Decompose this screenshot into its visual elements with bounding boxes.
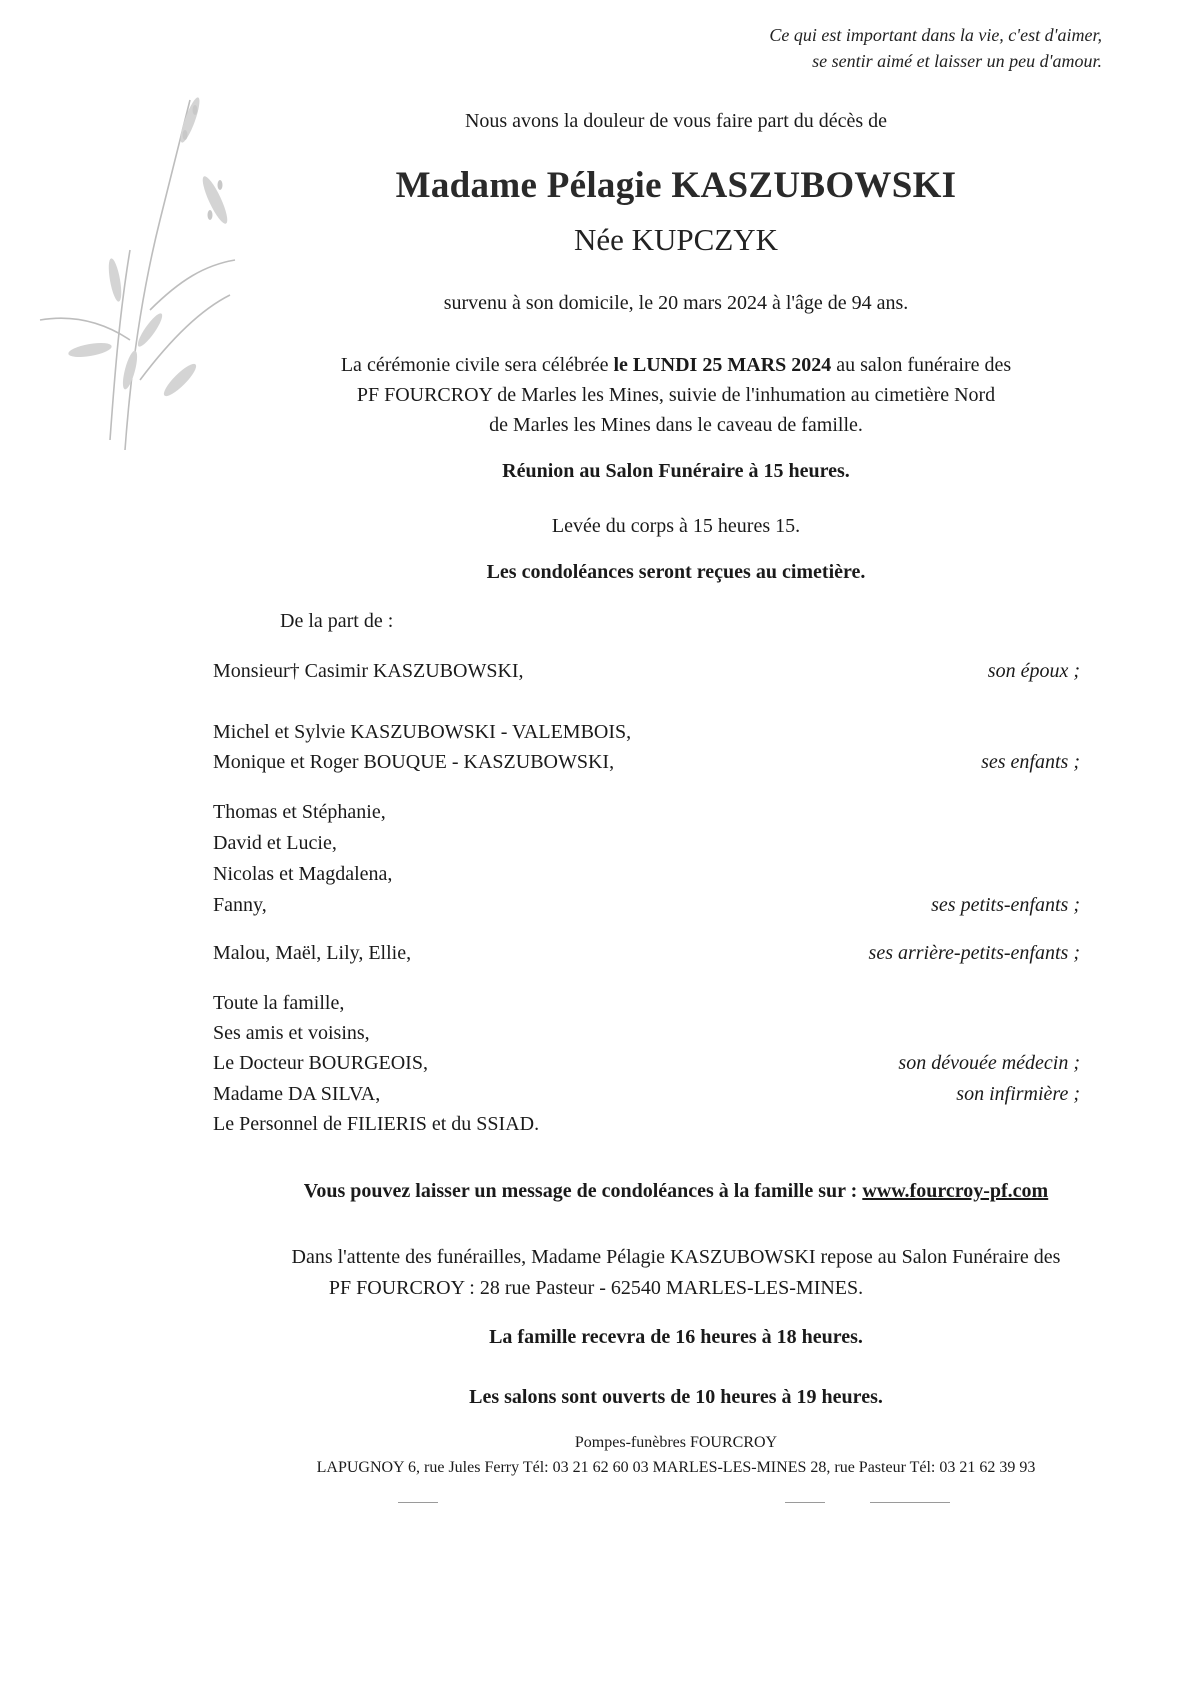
ceremony-line-3: de Marles les Mines dans le caveau de famille. xyxy=(489,414,863,436)
famille-recevra-text: La famille recevra de 16 heures à 18 heures. xyxy=(489,1326,863,1348)
ceremony-line-2: PF FOURCROY de Marles les Mines, suivie de l'inhumation au cimetière Nord xyxy=(356,384,996,406)
scan-mark xyxy=(398,1502,438,1503)
family-other-4: Madame DA SILVA, xyxy=(213,1083,381,1105)
deceased-name: Madame Pélagie KASZUBOWSKI xyxy=(395,165,957,206)
family-arriere-petits-enfants: Malou, Maël, Lily, Ellie, xyxy=(213,942,412,964)
family-enfant-1: Michel et Sylvie KASZUBOWSKI - VALEMBOIS, xyxy=(213,721,632,743)
ceremony-line-1 xyxy=(80,350,1192,380)
footer-address: LAPUGNOY 6, rue Jules Ferry Tél: 03 21 62 60 03 MARLES-LES-MINES 28, rue Pasteur Tél: 03 21 62 39 93 xyxy=(316,1459,1036,1476)
family-petits-enfants-relation: ses petits-enfants ; xyxy=(931,894,1080,916)
ceremony-date: le LUNDI 25 MARS 2024 xyxy=(613,354,832,376)
family-petit-enfant-3: Nicolas et Magdalena, xyxy=(213,863,393,885)
message-text: Vous pouvez laisser un message de condoléances à la famille sur : xyxy=(303,1180,863,1202)
attente-line-2: PF FOURCROY : 28 rue Pasteur - 62540 MARLES-LES-MINES. xyxy=(328,1277,864,1299)
family-arriere-relation: ses arrière-petits-enfants ; xyxy=(868,942,1080,964)
ceremony-l1-pre: La cérémonie civile sera célébrée xyxy=(340,354,614,376)
attente-line-1: Dans l'attente des funérailles, Madame Pélagie KASZUBOWSKI repose au Salon Funéraire des xyxy=(291,1246,1061,1268)
family-other-1: Toute la famille, xyxy=(213,992,345,1014)
intro-text: Nous avons la douleur de vous faire part du décès de xyxy=(464,110,888,132)
scan-mark xyxy=(785,1502,825,1503)
family-other-5: Le Personnel de FILIERIS et du SSIAD. xyxy=(213,1113,540,1135)
footer-company: Pompes-funèbres FOURCROY xyxy=(574,1434,778,1451)
salons-hours-text: Les salons sont ouverts de 10 heures à 19 heures. xyxy=(469,1386,883,1408)
reunion-text: Réunion au Salon Funéraire à 15 heures. xyxy=(502,460,850,482)
deceased-maiden-name: Née KUPCZYK xyxy=(573,222,779,257)
ceremony-l1-post: au salon funéraire des xyxy=(831,354,1012,376)
levee-text: Levée du corps à 15 heures 15. xyxy=(551,515,801,537)
condoleances-cimetiere-text: Les condoléances seront reçues au cimetière. xyxy=(486,561,866,583)
scan-mark xyxy=(870,1502,950,1503)
family-enfant-2: Monique et Roger BOUQUE - KASZUBOWSKI, xyxy=(213,751,615,773)
de-la-part-label: De la part de : xyxy=(280,610,394,632)
message-condoleances xyxy=(80,1180,1192,1203)
family-petit-enfant-4: Fanny, xyxy=(213,894,267,916)
family-epoux-relation: son époux ; xyxy=(987,660,1080,682)
family-epoux-name: Monsieur† Casimir KASZUBOWSKI, xyxy=(213,660,524,682)
family-infirmiere-relation: son infirmière ; xyxy=(956,1083,1080,1105)
death-details: survenu à son domicile, le 20 mars 2024 à l'âge de 94 ans. xyxy=(443,292,909,314)
family-enfants-relation: ses enfants ; xyxy=(981,751,1080,773)
ceremony-paragraph xyxy=(80,350,1192,440)
quote-line-1: Ce qui est important dans la vie, c'est d'aimer, xyxy=(769,25,1102,45)
family-petit-enfant-2: David et Lucie, xyxy=(213,832,337,854)
quote-line-2: se sentir aimé et laisser un peu d'amour. xyxy=(812,51,1102,71)
website-link[interactable]: www.fourcroy-pf.com xyxy=(862,1180,1049,1202)
family-other-3: Le Docteur BOURGEOIS, xyxy=(213,1052,428,1074)
family-petit-enfant-1: Thomas et Stéphanie, xyxy=(213,801,386,823)
family-other-2: Ses amis et voisins, xyxy=(213,1022,370,1044)
family-medecin-relation: son dévouée médecin ; xyxy=(898,1052,1080,1074)
